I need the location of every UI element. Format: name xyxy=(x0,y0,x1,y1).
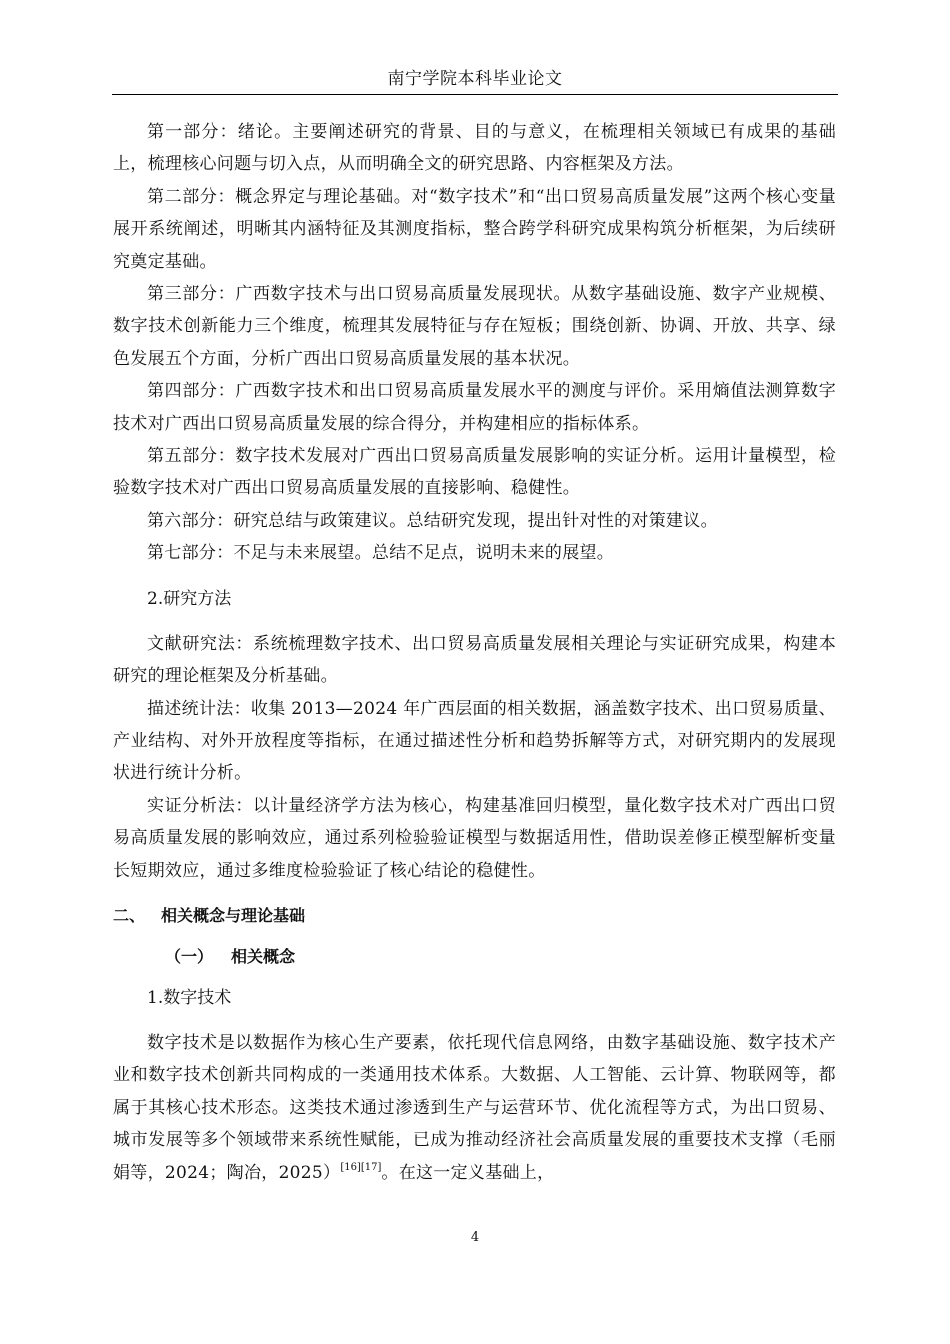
methods-heading: 2.研究方法 xyxy=(147,588,232,609)
paragraph-part-6: 第六部分：研究总结与政策建议。总结研究发现，提出针对性的对策建议。 xyxy=(147,510,718,531)
paragraph-part-4: 第四部分：广西数字技术和出口贸易高质量发展水平的测度与评价。采用熵值法测算数字技术对广西出口贸易高质量发展的综合得分，并构建相应的指标体系。 xyxy=(113,381,836,434)
method-descriptive: 描述统计法：收集 2013—2024 年广西层面的相关数据，涵盖数字技术、出口贸易质量、产业结构、对外开放程度等指标，在通过描述性分析和趋势拆解等方式，对研究期内的发展现状进行统计分析。 xyxy=(113,698,836,784)
paragraph-part-7: 第七部分：不足与未来展望。总结不足点，说明未来的展望。 xyxy=(147,543,615,564)
method-empirical: 实证分析法：以计量经济学方法为核心，构建基准回归模型，量化数字技术对广西出口贸易高质量发展的影响效应，通过系列检验验证模型与数据适用性，借助误差修正模型解析变量长短期效应，通过多维度检验验证了核心结论的稳健性。 xyxy=(113,795,836,881)
method-literature: 文献研究法：系统梳理数字技术、出口贸易高质量发展相关理论与实证研究成果，构建本研究的理论框架及分析基础。 xyxy=(113,633,836,687)
section-heading xyxy=(113,900,836,932)
page-body xyxy=(113,116,836,1189)
page-header: 南宁学院本科毕业论文 xyxy=(112,64,838,95)
subsection-heading xyxy=(113,941,836,973)
definition-text: 数字技术是以数据作为核心生产要素，依托现代信息网络，由数字基础设施、数字技术产业和数字技术创新共同构成的一类通用技术体系。大数据、人工智能、云计算、物联网等，都属于其核心技术形态。这类技术通过渗透到生产与运营环节、优化流程等方式，为出口贸易、城市发展等多个领域带来系统性赋能，已成为推动经济社会高质量发展的重要技术支撑（毛丽娟等，2024；陶冶，2025） xyxy=(113,1032,836,1183)
definition-tail: 。在这一定义基础上， xyxy=(381,1162,555,1183)
paragraph-part-2: 第二部分：概念界定与理论基础。对“数字技术”和“出口贸易高质量发展”这两个核心变量展开系统阐述，明晰其内涵特征及其测度指标，整合跨学科研究成果构筑分析框架，为后续研究奠定基础。 xyxy=(113,186,836,272)
subsection-number: （一） xyxy=(165,946,214,966)
paragraph-part-3: 第三部分：广西数字技术与出口贸易高质量发展现状。从数字基础设施、数字产业规模、数字技术创新能力三个维度，梳理其发展特征与存在短板；围绕创新、协调、开放、共享、绿色发展五个方面，分析广西出口贸易高质量发展的基本状况。 xyxy=(113,284,836,369)
page-number: 4 xyxy=(470,1230,480,1245)
section-number: 二、 xyxy=(113,905,146,925)
paragraph-part-5: 第五部分：数字技术发展对广西出口贸易高质量发展影响的实证分析。运用计量模型，检验数字技术对广西出口贸易高质量发展的直接影响、稳健性。 xyxy=(113,446,836,499)
section-title: 相关概念与理论基础 xyxy=(161,905,306,925)
paragraph-part-1: 第一部分：绪论。主要阐述研究的背景、目的与意义，在梳理相关领域已有成果的基础上，梳理核心问题与切入点，从而明确全文的研究思路、内容框架及方法。 xyxy=(113,122,836,175)
citation-refs: [16][17] xyxy=(340,1161,382,1173)
subsection-title: 相关概念 xyxy=(231,946,296,966)
paragraph-digital-tech-definition xyxy=(113,1027,836,1189)
item-heading-digital-tech: 1.数字技术 xyxy=(147,987,232,1008)
